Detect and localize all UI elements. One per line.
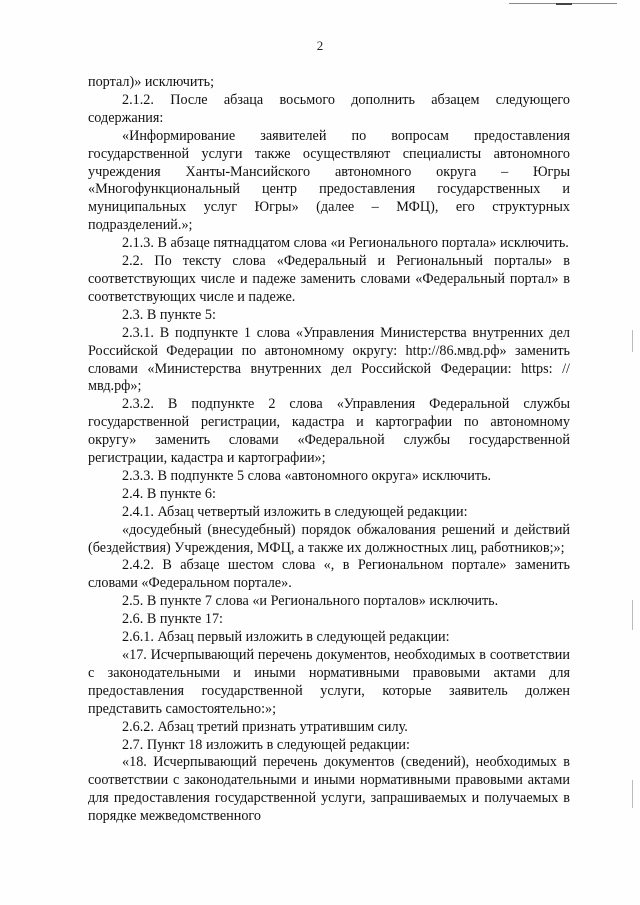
paragraph: 2.4.1. Абзац четвертый изложить в следующей редакции: xyxy=(122,503,468,520)
paragraph: 2.1.2. После абзаца восьмого дополнить абзацем следующего содержания: xyxy=(88,91,570,126)
paragraph: «Информирование заявителей по вопросам предоставления государственной услуги также осуществляют специалисты автономного учреждения Ханты-Мансийского автономного округа – Югры «Многофункциональный центр предоставления государственных и муниципальных услуг Югры» (далее – МФЦ), его структурных подразделений.»; xyxy=(88,127,570,234)
paragraph: 2.3. В пункте 5: xyxy=(122,306,216,323)
paragraph: «17. Исчерпывающий перечень документов, необходимых в соответствии с законодательными и иными нормативными правовыми актами для предоставления государственной услуги, которые заявитель должен представить самостоятельно:»; xyxy=(88,647,570,717)
scan-margin-mark xyxy=(632,330,633,352)
paragraph: 2.3.2. В подпункте 2 слова «Управления Федеральной службы государственной регистрации, кадастра и картографии по автономному округу» заменить словами «Федеральной службы государственной регистрации, кадастра и картографии»; xyxy=(88,396,570,467)
paragraph: 2.2. По тексту слова «Федеральный и Региональный порталы» в соответствующих числе и падеже заменить словами «Федеральный портал» в соответствующих числе и падеже. xyxy=(88,253,570,305)
scan-edge-mark xyxy=(556,3,572,5)
paragraph: 2.6.1. Абзац первый изложить в следующей редакции: xyxy=(122,629,450,646)
paragraph: 2.6. В пункте 17: xyxy=(122,611,223,628)
paragraph: 2.4. В пункте 6: xyxy=(122,485,216,502)
document-body xyxy=(88,74,570,826)
page-number: 2 xyxy=(316,38,324,53)
paragraph: 2.7. Пункт 18 изложить в следующей редакции: xyxy=(122,736,410,753)
scan-margin-mark xyxy=(632,600,633,630)
paragraph: 2.3.3. В подпункте 5 слова «автономного округа» исключить. xyxy=(122,467,492,484)
paragraph: портал)» исключить; xyxy=(88,74,215,90)
paragraph: «18. Исчерпывающий перечень документов (сведений), необходимых в соответствии с законодательными и иными нормативными правовыми актами для предоставления государственной услуги, запрашиваемых и получаемых в порядке межведомственного xyxy=(88,754,570,825)
paragraph: «досудебный (внесудебный) порядок обжалования решений и действий (бездействия) Учреждения, МФЦ, а также их должностных лиц, работников;»; xyxy=(88,521,570,556)
paragraph: 2.5. В пункте 7 слова «и Регионального порталов» исключить. xyxy=(122,593,499,610)
paragraph: 2.4.2. В абзаце шестом слова «, в Региональном портале» заменить словами «Федеральном портале». xyxy=(88,557,570,592)
scan-margin-mark xyxy=(632,780,633,808)
paragraph: 2.6.2. Абзац третий признать утратившим силу. xyxy=(122,718,408,735)
paragraph: 2.1.3. В абзаце пятнадцатом слова «и Регионального портала» исключить. xyxy=(122,235,569,252)
paragraph: 2.3.1. В подпункте 1 слова «Управления Министерства внутренних дел Российской Федерации по автономному округу: http://86.мвд.рф» заменить словами «Министерства внутренних дел Российской Федерации: https: //мвд.рф»; xyxy=(88,324,570,395)
